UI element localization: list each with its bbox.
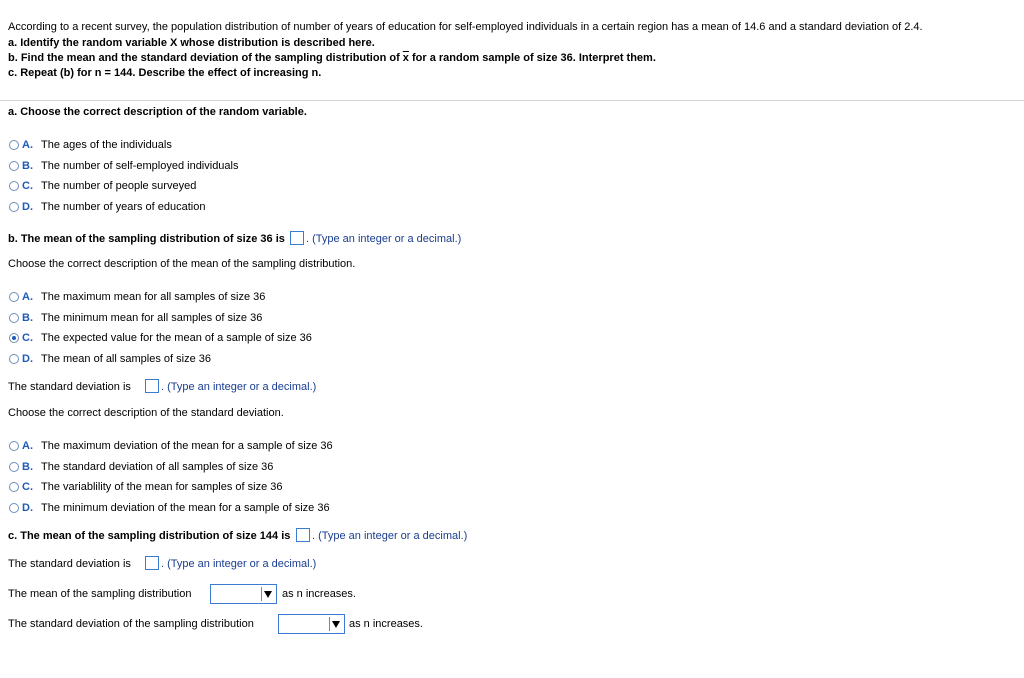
problem-part-b xyxy=(8,51,656,65)
part-c-mean-input[interactable] xyxy=(296,528,310,542)
part-c-sd-dropdown-suffix: as n increases. xyxy=(349,618,423,630)
option-text: The mean of all samples of size 36 xyxy=(41,353,211,365)
part-c-mean-dropdown-label: The mean of the sampling distribution xyxy=(8,588,192,600)
problem-part-a xyxy=(8,36,375,50)
radio-bm-c-selected[interactable] xyxy=(9,333,19,343)
radio-bs-c[interactable] xyxy=(9,482,19,492)
option-letter: B. xyxy=(22,461,33,473)
option-text: The ages of the individuals xyxy=(41,139,172,151)
radio-bm-b[interactable] xyxy=(9,313,19,323)
part-b-mean-text: b. The mean of the sampling distribution of size 36 is xyxy=(8,233,285,245)
option-letter: A. xyxy=(22,440,33,452)
option-letter: C. xyxy=(22,332,33,344)
radio-a-a[interactable] xyxy=(9,140,19,150)
option-text: The minimum mean for all samples of size 36 xyxy=(41,312,263,324)
option-letter: D. xyxy=(22,353,33,365)
radio-a-b[interactable] xyxy=(9,161,19,171)
part-c-mean-label xyxy=(8,529,290,543)
part-b-sd-input[interactable] xyxy=(145,379,159,393)
radio-a-d[interactable] xyxy=(9,202,19,212)
part-b-sd-choose: Choose the correct description of the standard deviation. xyxy=(8,407,284,419)
option-text: The variablility of the mean for samples of size 36 xyxy=(41,481,283,493)
radio-bs-b[interactable] xyxy=(9,462,19,472)
problem-part-c xyxy=(8,66,321,80)
option-letter: B. xyxy=(22,312,33,324)
radio-a-c[interactable] xyxy=(9,181,19,191)
dropdown-arrow-icon[interactable] xyxy=(329,617,343,631)
x-bar-symbol: $\overline{x}$ xyxy=(402,52,409,64)
radio-bs-a[interactable] xyxy=(9,441,19,451)
option-letter: A. xyxy=(22,139,33,151)
part-c-mean-dropdown-suffix: as n increases. xyxy=(282,588,356,600)
problem-intro: According to a recent survey, the population distribution of number of years of education for self-employed individuals in a certain region has a mean of 14.6 and a standard deviation of 2.4. xyxy=(8,21,923,33)
part-b-sd-hint: . (Type an integer or a decimal.) xyxy=(161,381,317,393)
option-text: The expected value for the mean of a sample of size 36 xyxy=(41,332,312,344)
radio-bm-d[interactable] xyxy=(9,354,19,364)
section-divider xyxy=(0,100,1024,101)
option-letter: D. xyxy=(22,201,33,213)
dropdown-arrow-icon[interactable] xyxy=(261,587,275,601)
part-b-mean-hint: . (Type an integer or a decimal.) xyxy=(306,233,462,245)
option-letter: A. xyxy=(22,291,33,303)
part-c-sd-dropdown[interactable] xyxy=(278,614,345,634)
option-text: The maximum deviation of the mean for a sample of size 36 xyxy=(41,440,333,452)
part-a-text: a. Identify the random variable X whose distribution is described here. xyxy=(8,37,375,49)
option-text: The maximum mean for all samples of size 36 xyxy=(41,291,266,303)
part-c-mean-text: c. The mean of the sampling distribution of size 144 is xyxy=(8,530,291,542)
radio-bm-a[interactable] xyxy=(9,292,19,302)
part-b-mean-label xyxy=(8,232,285,246)
part-c-mean-dropdown[interactable] xyxy=(210,584,277,604)
part-c-text: c. Repeat (b) for n = 144. Describe the effect of increasing n. xyxy=(8,67,322,79)
part-b-mean-input[interactable] xyxy=(290,231,304,245)
option-letter: D. xyxy=(22,502,33,514)
part-c-sd-hint: . (Type an integer or a decimal.) xyxy=(161,558,317,570)
option-text: The standard deviation of all samples of size 36 xyxy=(41,461,274,473)
part-b-sd-label: The standard deviation is xyxy=(8,381,131,393)
part-b-text-post: for a random sample of size 36. Interpret them. xyxy=(408,52,656,64)
part-b-mean-choose: Choose the correct description of the mean of the sampling distribution. xyxy=(8,258,356,270)
radio-bs-d[interactable] xyxy=(9,503,19,513)
option-text: The minimum deviation of the mean for a sample of size 36 xyxy=(41,502,330,514)
option-letter: C. xyxy=(22,481,33,493)
part-c-sd-input[interactable] xyxy=(145,556,159,570)
part-a-prompt xyxy=(8,105,307,119)
part-b-text-pre: b. Find the mean and the standard deviation of the sampling distribution of xyxy=(8,52,403,64)
part-c-mean-hint: . (Type an integer or a decimal.) xyxy=(312,530,468,542)
option-letter: C. xyxy=(22,180,33,192)
part-a-label: a. Choose the correct description of the random variable. xyxy=(8,106,307,118)
option-text: The number of years of education xyxy=(41,201,206,213)
part-c-sd-dropdown-label: The standard deviation of the sampling distribution xyxy=(8,618,254,630)
part-c-sd-label: The standard deviation is xyxy=(8,558,131,570)
option-letter: B. xyxy=(22,160,33,172)
option-text: The number of people surveyed xyxy=(41,180,197,192)
option-text: The number of self-employed individuals xyxy=(41,160,239,172)
